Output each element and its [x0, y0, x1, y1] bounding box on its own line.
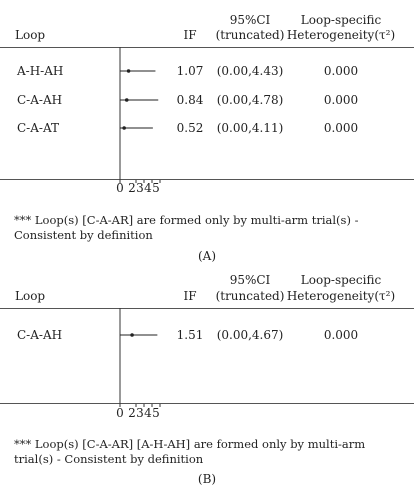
row-ci: (0.00,4.78)	[216, 93, 284, 107]
row-if: 1.07	[176, 64, 204, 78]
header-ci-line2: (truncated)	[215, 28, 285, 42]
header-het-line1: Loop-specific	[300, 13, 382, 27]
axis-tick-label: 4	[144, 181, 152, 195]
row-heterogeneity: 0.000	[323, 93, 359, 107]
panel-label: (A)	[197, 249, 217, 263]
row-ci: (0.00,4.67)	[216, 328, 284, 342]
axis-tick-label: 2	[128, 181, 136, 195]
row-loop: C-A-AT	[17, 121, 59, 135]
axis-tick-label: 3	[136, 406, 144, 420]
header-if: IF	[183, 28, 197, 42]
axis-tick-label: 0	[116, 406, 124, 420]
header-het-line2: Heterogeneity(τ²)	[286, 28, 396, 42]
row-heterogeneity: 0.000	[323, 328, 359, 342]
header-het-line1: Loop-specific	[300, 273, 382, 287]
row-heterogeneity: 0.000	[323, 64, 359, 78]
axis-tick-label: 3	[136, 181, 144, 195]
axis-tick-label: 4	[144, 406, 152, 420]
point-estimate	[130, 333, 134, 337]
row-if: 0.84	[176, 93, 204, 107]
axis-tick-label: 2	[128, 406, 136, 420]
panel-label: (B)	[197, 472, 217, 486]
axis-tick-label: 5	[152, 406, 160, 420]
header-loop: Loop	[15, 289, 46, 303]
axis-tick-label: 5	[152, 181, 160, 195]
row-ci: (0.00,4.43)	[216, 64, 284, 78]
row-loop: A-H-AH	[17, 64, 64, 78]
row-heterogeneity: 0.000	[323, 121, 359, 135]
header-ci-line1: 95%CI	[229, 273, 271, 287]
header-ci-line2: (truncated)	[215, 289, 285, 303]
header-ci-line1: 95%CI	[229, 13, 271, 27]
header-het-line2: Heterogeneity(τ²)	[286, 289, 396, 303]
axis-tick-label: 0	[116, 181, 124, 195]
footnote: *** Loop(s) [C-A-AR] [A-H-AH] are formed only by multi-arm trial(s) - Consistent by definition	[14, 437, 366, 466]
row-loop: C-A-AH	[17, 93, 63, 107]
header-loop: Loop	[15, 28, 46, 42]
row-ci: (0.00,4.11)	[216, 121, 284, 135]
footnote: *** Loop(s) [C-A-AR] are formed only by multi-arm trial(s) - Consistent by definition	[14, 213, 359, 242]
header-if: IF	[183, 289, 197, 303]
row-loop: C-A-AH	[17, 328, 63, 342]
row-if: 0.52	[176, 121, 204, 135]
row-if: 1.51	[176, 328, 204, 342]
